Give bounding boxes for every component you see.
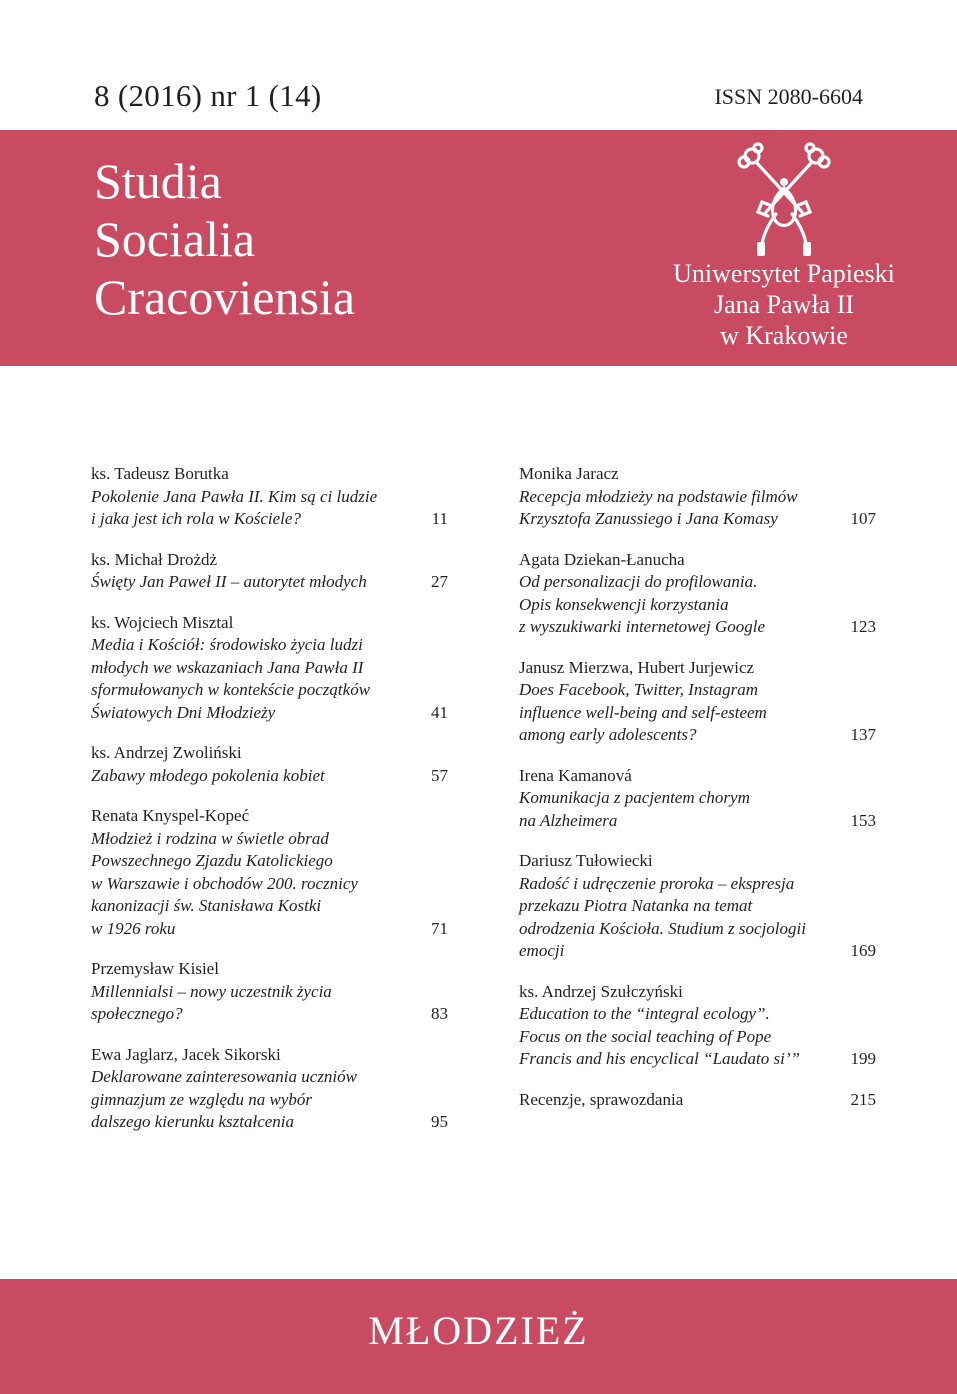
- toc-title-line: Focus on the social teaching of Pope: [519, 1026, 772, 1046]
- toc-title: [91, 1066, 448, 1134]
- toc-entry: [91, 463, 448, 531]
- toc-title: [91, 765, 448, 788]
- toc-title-line: społecznego?: [91, 1004, 183, 1023]
- toc-right-column: [519, 463, 876, 1129]
- toc-title-line: Millennialsi – nowy uczestnik życia: [91, 981, 332, 1001]
- toc-title-line: kanonizacji św. Stanisława Kostki: [91, 896, 322, 915]
- toc-title-line: i jaka jest ich rola w Kościele?: [91, 509, 301, 528]
- toc-title-line: dalszego kierunku kształcenia: [91, 1112, 295, 1131]
- toc-entry: [519, 463, 876, 531]
- toc-page-number: 107: [850, 509, 876, 528]
- toc-entry: [91, 549, 448, 594]
- toc-entry: [91, 612, 448, 725]
- university-name-line: w Krakowie: [720, 321, 848, 350]
- toc-entry: [91, 958, 448, 1026]
- toc-title-line: w 1926 roku: [91, 918, 176, 938]
- footer-band: [0, 1279, 957, 1394]
- toc-title-line: influence well-being and self-esteem: [519, 702, 767, 722]
- toc-author: ks. Wojciech Misztal: [91, 612, 234, 632]
- toc-title-line: Święty Jan Paweł II – autorytet młodych: [91, 572, 367, 591]
- toc-title-line: sformułowanych w kontekście początków: [91, 680, 371, 699]
- toc-title: [519, 571, 876, 639]
- toc-author: Agata Dziekan-Łanucha: [519, 549, 685, 569]
- toc-author: Irena Kamanová: [519, 765, 632, 785]
- toc-title-line: Młodzież i rodzina w świetle obrad: [91, 828, 329, 848]
- toc-author: Monika Jaracz: [519, 464, 619, 483]
- toc-entry: [519, 549, 876, 639]
- toc-author: Przemysław Kisiel: [91, 959, 219, 978]
- journal-title-line: Studia: [94, 153, 222, 209]
- toc-title-line: Zabawy młodego pokolenia kobiet: [91, 765, 325, 785]
- toc-author: Janusz Mierzwa, Hubert Jurjewicz: [519, 657, 755, 677]
- toc-page-number: 199: [850, 1049, 876, 1068]
- toc-title-line: w Warszawie i obchodów 200. rocznicy: [91, 873, 358, 893]
- toc-author: Ewa Jaglarz, Jacek Sikorski: [91, 1044, 281, 1064]
- toc-title: [91, 571, 448, 594]
- toc-title-line: Radość i udręczenie proroka – ekspresja: [519, 873, 795, 893]
- university-name: [661, 258, 907, 351]
- header-band: [0, 130, 957, 366]
- journal-title-line: Cracoviensia: [94, 269, 356, 325]
- toc-title-line: Media i Kościół: środowisko życia ludzi: [91, 635, 363, 654]
- toc-title-line: Powszechnego Zjazdu Katolickiego: [91, 851, 333, 870]
- university-logo: [661, 142, 907, 362]
- toc-page-number: 27: [431, 572, 448, 591]
- toc-entry: [519, 765, 876, 833]
- journal-title: [94, 152, 355, 326]
- toc-title-line: Francis and his encyclical “Laudato si’”: [519, 1049, 800, 1068]
- toc-title-line: Deklarowane zainteresowania uczniów: [91, 1067, 357, 1086]
- toc-author: ks. Michał Drożdż: [91, 549, 218, 569]
- toc-entry: [519, 1089, 876, 1112]
- toc-title: [519, 679, 876, 747]
- toc-title: [519, 873, 876, 963]
- toc-title-line: Krzysztofa Zanussiego i Jana Komasy: [519, 509, 778, 528]
- toc-title-line: Education to the “integral ecology”.: [519, 1004, 770, 1023]
- toc-left-column: [91, 463, 448, 1152]
- toc-title: [519, 486, 876, 531]
- toc-author: ks. Andrzej Szułczyński: [519, 981, 683, 1001]
- toc-title-line: odrodzenia Kościoła. Studium z socjologii: [519, 918, 806, 938]
- university-name-line: Uniwersytet Papieski: [673, 259, 895, 288]
- toc-title-line: among early adolescents?: [519, 725, 697, 744]
- toc-author: Dariusz Tułowiecki: [519, 851, 653, 870]
- toc-title-line: Komunikacja z pacjentem chorym: [519, 788, 750, 807]
- university-name-line: Jana Pawła II: [713, 290, 855, 319]
- toc-page-number: 95: [431, 1112, 448, 1131]
- toc-title-line: na Alzheimera: [519, 810, 618, 830]
- toc-author: ks. Tadeusz Borutka: [91, 464, 229, 483]
- toc-page-number: 41: [431, 702, 448, 722]
- toc-author: ks. Andrzej Zwoliński: [91, 743, 242, 762]
- toc-page-number: 71: [431, 918, 448, 938]
- toc-title-line: Opis konsekwencji korzystania: [519, 594, 729, 614]
- toc-title: [519, 787, 876, 832]
- toc-title-line: przekazu Piotra Natanka na temat: [519, 896, 753, 915]
- toc-title: [91, 828, 448, 941]
- toc-title-line: Does Facebook, Twitter, Instagram: [519, 680, 759, 699]
- toc-entry: [91, 805, 448, 940]
- toc-page-number: 83: [431, 1004, 448, 1023]
- toc-page-number: 153: [850, 810, 876, 830]
- toc-title: [91, 634, 448, 724]
- issue-number: 8 (2016) nr 1 (14): [94, 78, 322, 113]
- toc-title-line: Recepcja młodzieży na podstawie filmów: [519, 486, 798, 506]
- toc-title-line: Pokolenie Jana Pawła II. Kim są ci ludzie: [91, 486, 378, 506]
- toc-title-line: Światowych Dni Młodzieży: [91, 702, 276, 722]
- toc-title: [519, 1003, 876, 1071]
- toc-entry: [519, 657, 876, 747]
- toc-title-line: Od personalizacji do profilowania.: [519, 572, 758, 591]
- toc-title-line: emocji: [519, 941, 565, 960]
- toc-page-number: 137: [850, 725, 876, 744]
- toc-author: Renata Knyspel-Kopeć: [91, 806, 250, 825]
- toc-entry: [519, 850, 876, 963]
- toc-title-line: młodych we wskazaniach Jana Pawła II: [91, 657, 364, 677]
- issue-theme: MŁODZIEŻ: [368, 1308, 589, 1353]
- toc-page-number: 215: [850, 1089, 876, 1109]
- toc-author: Recenzje, sprawozdania: [519, 1089, 684, 1109]
- toc-title: [91, 486, 448, 531]
- toc-entry: [519, 981, 876, 1071]
- issn: ISSN 2080-6604: [714, 84, 863, 109]
- journal-title-line: Socialia: [94, 211, 256, 267]
- toc-page-number: 57: [431, 765, 448, 785]
- toc-title-line: z wyszukiwarki internetowej Google: [519, 617, 766, 636]
- toc-page-number: 169: [850, 941, 876, 960]
- toc-entry: [91, 742, 448, 787]
- toc-page-number: 123: [850, 617, 876, 636]
- toc-title-line: gimnazjum ze względu na wybór: [91, 1089, 312, 1109]
- crossed-keys-icon: [736, 142, 832, 258]
- toc-entry: [91, 1044, 448, 1134]
- toc-page-number: 11: [431, 509, 448, 528]
- toc-title: [91, 981, 448, 1026]
